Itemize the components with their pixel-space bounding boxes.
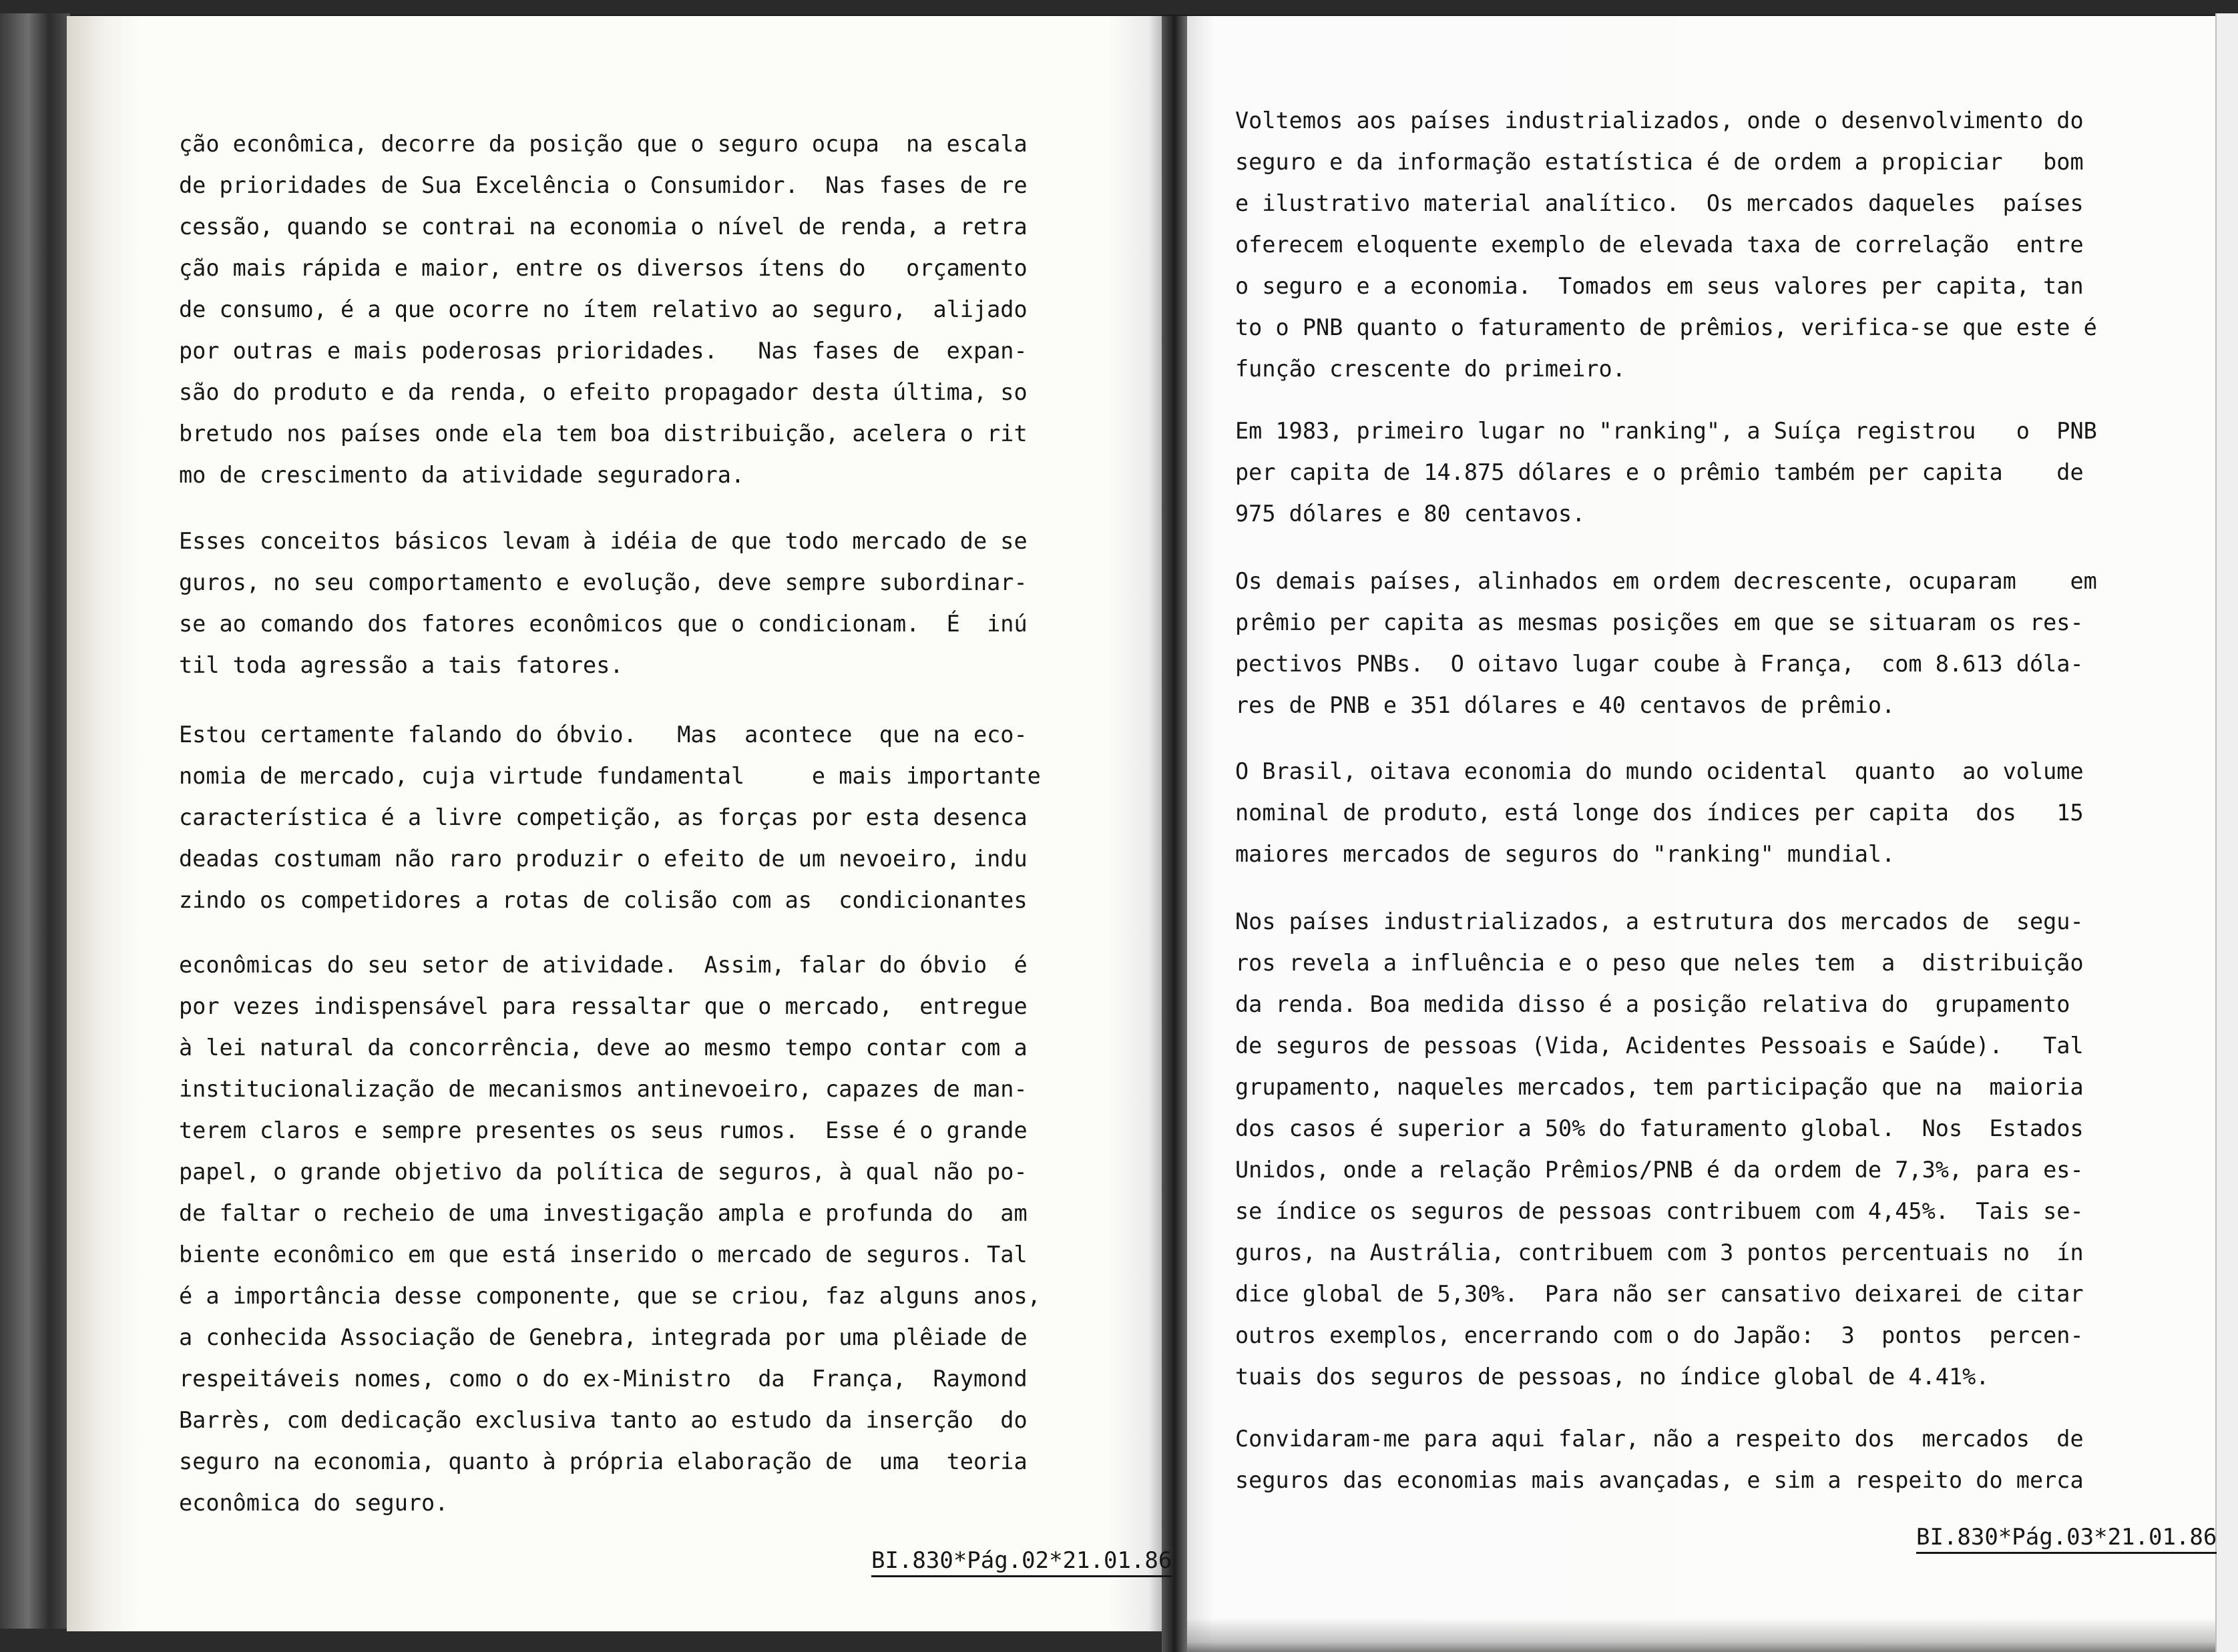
right-paragraph-6: Convidaram-me para aqui falar, não a respeito dos mercados de seguros das economias mais avançadas, e sim a respeito do merca [1235,1426,2084,1493]
scan-top-border [0,0,2238,15]
book-edge-right [2215,13,2238,1652]
left-page-folio: BI.830*Pág.02*21.01.86 [871,1547,1172,1577]
left-paragraph-4: econômicas do seu setor de atividade. Assim, falar do óbvio é por vezes indispensável para ressaltar que o mercado, entregue à lei natural da concorrência, deve ao mesmo tempo contar com a institucionalização de mecanismos antinevoeiro, capazes de man- terem claros e sempre presentes os seus rumos. Esse é o grande papel, o grande objetivo da política de seguros, à qual não po- de faltar o recheio de uma investigação ampla e profunda do am biente econômico em que está inserido o mercado de seguros. Tal é a importância desse componente, que se criou, faz alguns anos, a conhecida Associação de Genebra, integrada por uma plêiade de respeitáveis nomes, como o do ex-Ministro da França, Raymond Barrès, com dedicação exclusiva tanto ao estudo da inserção do seguro na economia, quanto à própria elaboração de uma teoria econômica do seguro. [179,952,1041,1516]
right-page-folio: BI.830*Pág.03*21.01.86 [1916,1524,2217,1554]
right-paragraph-1: Voltemos aos países industrializados, onde o desenvolvimento do seguro e da informação estatística é de ordem a propiciar bom e ilustrativo material analítico. Os mercados daqueles países oferecem eloquente exemplo de elevada taxa de correlação entre o seguro e a economia. Tomados em seus valores per capita, tan to o PNB quanto o faturamento de prêmios, verifica-se que este é função crescente do primeiro. [1235,107,2097,382]
book-edge-left [0,13,70,1635]
scan-bottom-border [0,1629,1188,1652]
page-shadow [1187,1618,2215,1652]
left-paragraph-1: ção econômica, decorre da posição que o seguro ocupa na escala de prioridades de Sua Excelência o Consumidor. Nas fases de re cessão, quando se contrai na economia o nível de renda, a retra ção mais rápida e maior, entre os diversos ítens do orçamento de consumo, é a que ocorre no ítem relativo ao seguro, alijado por outras e mais poderosas prioridades. Nas fases de expan- são do produto e da renda, o efeito propagador desta última, so bretudo nos países onde ela tem boa distribuição, acelera o rit mo de crescimento da atividade seguradora. [179,131,1028,488]
book-gutter [1162,16,1187,1652]
left-paragraph-2: Esses conceitos básicos levam à idéia de que todo mercado de se guros, no seu comportamento e evolução, deve sempre subordinar- se ao comando dos fatores econômicos que o condicionam. É inú til toda agressão a tais fatores. [179,528,1028,678]
right-paragraph-3: Os demais países, alinhados em ordem decrescente, ocuparam em prêmio per capita as mesmas posições em que se situaram os res- pectivos PNBs. O oitavo lugar coube à França, com 8.613 dóla- res de PNB e 351 dólares e 40 centavos de prêmio. [1235,568,2097,718]
left-paragraph-3: Estou certamente falando do óbvio. Mas acontece que na eco- nomia de mercado, cuja virtude fundamental e mais importante característica é a livre competição, as forças por esta desenca deadas costumam não raro produzir o efeito de um nevoeiro, indu zindo os competidores a rotas de colisão com as condicionantes [179,722,1041,913]
right-paragraph-4: O Brasil, oitava economia do mundo ocidental quanto ao volume nominal de produto, está longe dos índices per capita dos 15 maiores mercados de seguros do "ranking" mundial. [1235,758,2084,867]
right-paragraph-5: Nos países industrializados, a estrutura dos mercados de segu- ros revela a influência e o peso que neles tem a distribuição da renda. Boa medida disso é a posição relativa do grupamento de seguros de pessoas (Vida, Acidentes Pessoais e Saúde). Tal grupamento, naqueles mercados, tem participação que na maioria dos casos é superior a 50% do faturamento global. Nos Estados Unidos, onde a relação Prêmios/PNB é da ordem de 7,3%, para es- se índice os seguros de pessoas contribuem com 4,45%. Tais se- guros, na Austrália, contribuem com 3 pontos percentuais no ín dice global de 5,30%. Para não ser cansativo deixarei de citar outros exemplos, encerrando com o do Japão: 3 pontos percen- tuais dos seguros de pessoas, no índice global de 4.41%. [1235,908,2084,1390]
right-paragraph-2: Em 1983, primeiro lugar no "ranking", a Suíça registrou o PNB per capita de 14.875 dólares e o prêmio também per capita de 975 dólares e 80 centavos. [1235,418,2097,527]
